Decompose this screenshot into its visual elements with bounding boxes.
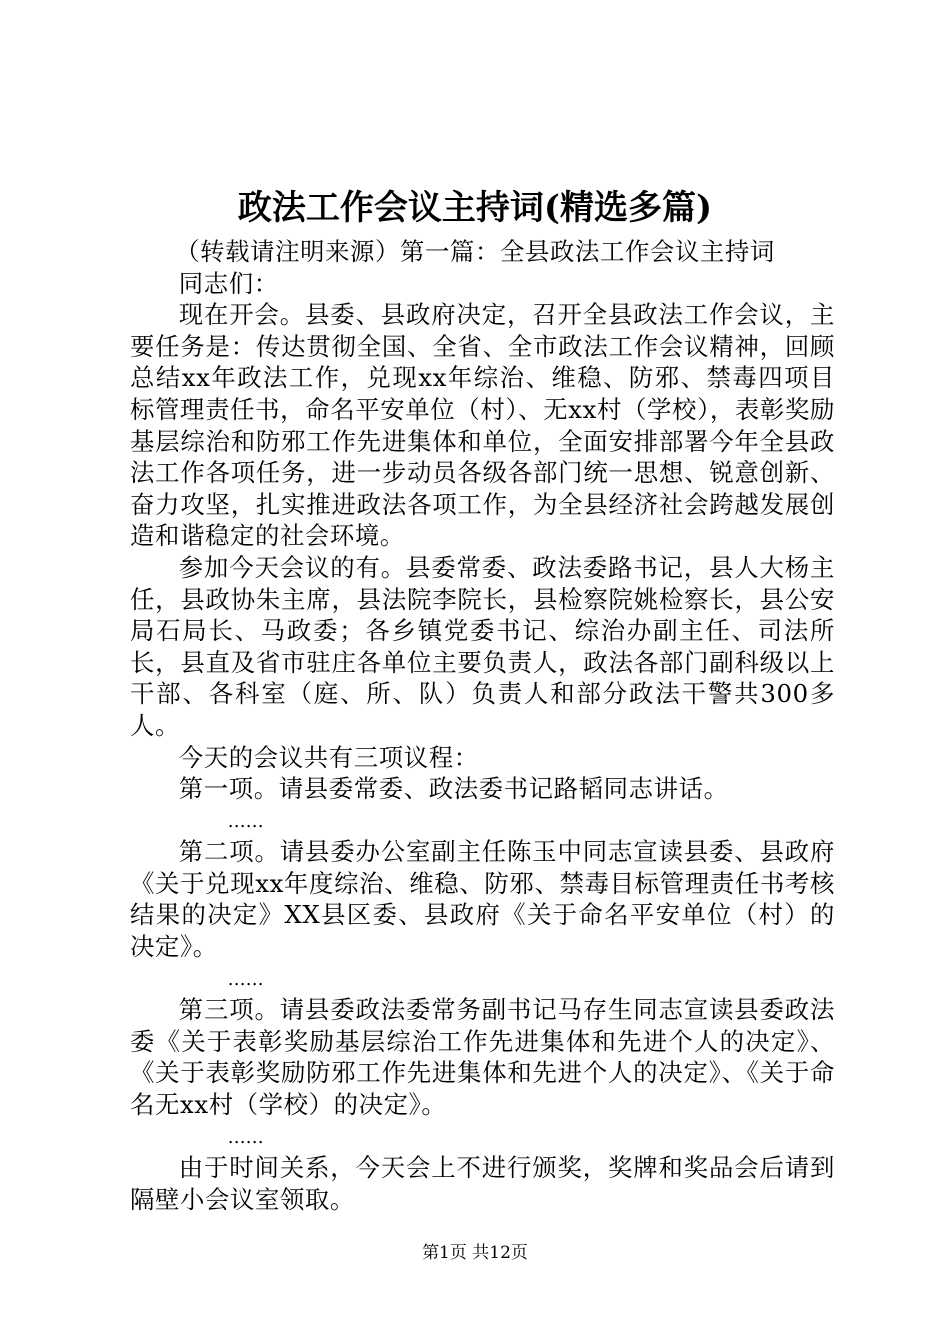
paragraph-salutation: 同志们： [178,268,279,298]
page-footer: 第1页 共12页 [422,1243,528,1263]
paragraph-agenda-item-2: 第二项。请县委办公室副主任陈玉中同志宣读县委、县政府《关于兑现xx年度综治、维稳、防邪、禁毒目标管理责任书考核结果的决定》XX县区委、县政府《关于命名平安单位（村）的决定》。 [130,837,835,962]
paragraph-source: （转载请注明来源）第一篇：全县政法工作会议主持词 [175,237,775,266]
document-title: 政法工作会议主持词(精选多篇) [237,188,713,228]
paragraph-agenda-item-3: 第三项。请县委政法委常务副书记马存生同志宣读县委政法委《关于表彰奖励基层综治工作先进集体和先进个人的决定》、《关于表彰奖励防邪工作先进集体和先进个人的决定》、《关于命名无xx村（学校）的决定》。 [130,995,835,1120]
paragraph-attendees: 参加今天会议的有。县委常委、政法委路书记，县人大杨主任，县政协朱主席，县法院李院长，县检察院姚检察长，县公安局石局长、马政委；各乡镇党委书记、综治办副主任、司法所长，县直及省市驻庄各单位主要负责人，政法各部门副科级以上干部、各科室（庭、所、队）负责人和部分政法干警共300多人。 [130,552,835,740]
document-body [130,236,835,1215]
ellipsis-2: …… [227,968,264,990]
paragraph-opening: 现在开会。县委、县政府决定，召开全县政法工作会议，主要任务是：传达贯彻全国、全省、全市政法工作会议精神，回顾总结xx年政法工作，兑现xx年综治、维稳、防邪、禁毒四项目标管理责任书，命名平安单位（村）、无xx村（学校），表彰奖励基层综治和防邪工作先进集体和单位，全面安排部署今年全县政法工作各项任务，进一步动员各级各部门统一思想、锐意创新、奋力攻坚，扎实推进政法各项工作，为全县经济社会跨越发展创造和谐稳定的社会环境。 [130,300,835,551]
paragraph-closing-note: 由于时间关系，今天会上不进行颁奖，奖牌和奖品会后请到隔壁小会议室领取。 [130,1153,835,1214]
ellipsis-1: …… [227,810,264,832]
paragraph-agenda-item-1: 第一项。请县委常委、政法委书记路韬同志讲话。 [178,774,729,804]
paragraph-agenda-intro: 今天的会议共有三项议程： [178,742,479,772]
ellipsis-3: …… [227,1126,264,1148]
